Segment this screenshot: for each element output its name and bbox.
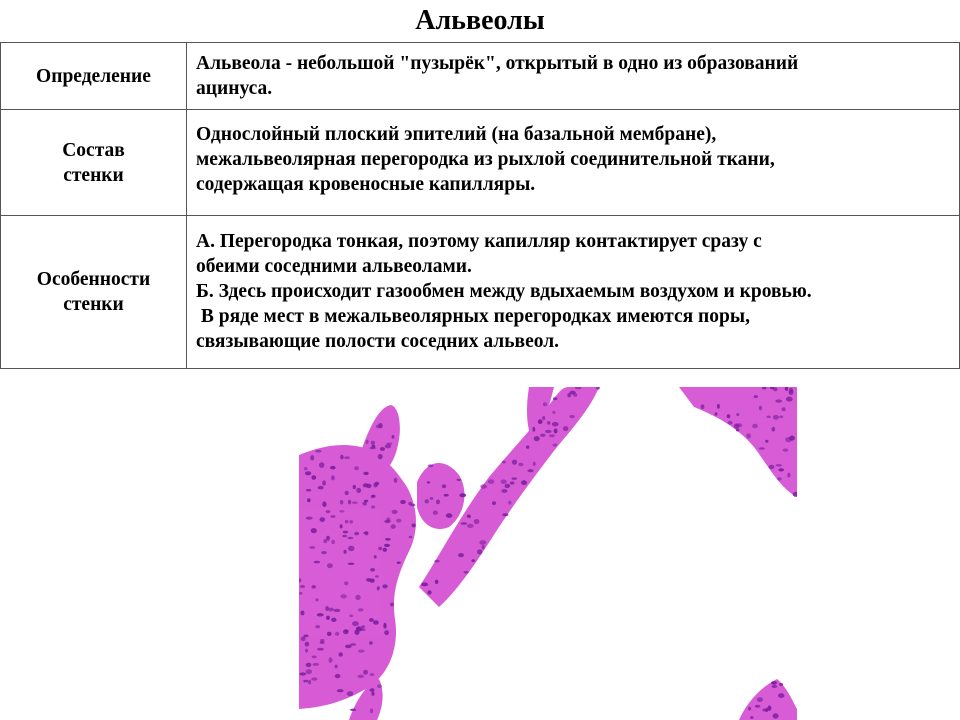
nucleus-dot xyxy=(543,402,547,406)
nucleus-dot xyxy=(305,471,311,475)
nucleus-dot xyxy=(378,454,383,459)
nucleus-dot xyxy=(501,479,507,484)
nucleus-dot xyxy=(330,466,336,470)
nucleus-dot xyxy=(767,416,771,419)
content-line: Б. Здесь происходит газообмен между вдыхаемым воздухом и кровью. xyxy=(196,281,812,302)
nucleus-dot xyxy=(775,399,782,402)
nucleus-dot xyxy=(471,559,475,562)
nucleus-dot xyxy=(352,501,358,504)
nucleus-dot xyxy=(779,683,783,686)
nucleus-dot xyxy=(343,629,349,634)
nucleus-dot xyxy=(782,407,786,411)
nucleus-dot xyxy=(306,669,313,674)
nucleus-dot xyxy=(552,411,555,414)
nucleus-dot xyxy=(534,436,540,441)
nucleus-dot xyxy=(319,462,324,468)
nucleus-dot xyxy=(552,443,557,446)
label-line: Состав xyxy=(62,139,125,161)
nucleus-dot xyxy=(317,613,324,616)
nucleus-dot xyxy=(772,685,778,688)
nucleus-dot xyxy=(501,489,507,493)
nucleus-dot xyxy=(391,524,396,529)
nucleus-dot xyxy=(505,484,511,488)
nucleus-dot xyxy=(343,531,348,534)
nucleus-dot xyxy=(428,464,434,467)
nucleus-dot xyxy=(783,449,789,452)
nucleus-dot xyxy=(304,467,307,470)
nucleus-dot xyxy=(363,670,368,675)
nucleus-dot xyxy=(370,447,376,450)
nucleus-dot xyxy=(363,483,369,487)
nucleus-dot xyxy=(521,480,527,485)
nucleus-dot xyxy=(442,484,446,488)
nucleus-dot xyxy=(435,580,439,585)
nucleus-dot xyxy=(314,561,320,564)
nucleus-dot xyxy=(762,709,767,712)
nucleus-dot xyxy=(502,513,508,516)
nucleus-dot xyxy=(372,495,376,498)
nucleus-dot xyxy=(384,520,390,524)
nucleus-dot xyxy=(701,404,705,409)
nucleus-dot xyxy=(306,517,313,520)
content-line: обеими соседними альвеолами. xyxy=(196,256,472,277)
nucleus-dot xyxy=(508,501,511,505)
nucleus-dot xyxy=(765,440,768,443)
nucleus-dot xyxy=(715,412,718,415)
nucleus-dot xyxy=(335,632,339,636)
nucleus-dot xyxy=(392,435,395,439)
row-label-wall-features xyxy=(1,216,187,369)
content-line: содержащая кровеносные капилляры. xyxy=(196,174,536,195)
nucleus-dot xyxy=(759,406,762,411)
nucleus-dot xyxy=(358,608,364,611)
nucleus-dot xyxy=(328,608,334,612)
nucleus-dot xyxy=(326,616,330,620)
nucleus-dot xyxy=(392,510,398,514)
nucleus-dot xyxy=(358,650,365,653)
nucleus-dot xyxy=(553,397,558,400)
nucleus-dot xyxy=(394,478,398,483)
nucleus-dot xyxy=(315,598,318,601)
nucleus-dot xyxy=(436,500,440,505)
nucleus-dot xyxy=(446,513,453,518)
nucleus-dot xyxy=(329,657,333,662)
table-row-wall-features xyxy=(1,216,960,369)
nucleus-dot xyxy=(467,524,474,528)
nucleus-dot xyxy=(348,563,355,565)
nucleus-dot xyxy=(526,445,529,448)
nucleus-dot xyxy=(356,488,361,493)
nucleus-dot xyxy=(304,635,309,638)
nucleus-dot xyxy=(511,477,517,479)
nucleus-dot xyxy=(320,639,324,641)
nucleus-dot xyxy=(310,455,314,460)
nucleus-dot xyxy=(427,590,431,594)
nucleus-dot xyxy=(461,522,468,525)
nucleus-dot xyxy=(362,502,367,506)
nucleus-dot xyxy=(384,544,390,547)
nucleus-dot xyxy=(340,524,343,528)
nucleus-dot xyxy=(736,413,739,416)
nucleus-dot xyxy=(326,510,331,513)
table-row-wall-composition xyxy=(1,110,960,216)
nucleus-dot xyxy=(482,545,485,549)
nucleus-dot xyxy=(397,562,401,564)
nucleus-dot xyxy=(339,652,343,656)
nucleus-dot xyxy=(538,419,543,424)
nucleus-dot xyxy=(331,475,335,480)
nucleus-dot xyxy=(340,500,344,505)
nucleus-dot xyxy=(421,583,428,587)
nucleus-dot xyxy=(315,450,321,453)
nucleus-dot xyxy=(779,416,783,419)
nucleus-dot xyxy=(366,440,369,444)
nucleus-dot xyxy=(354,532,359,536)
nucleus-dot xyxy=(545,430,552,433)
nucleus-dot xyxy=(371,441,375,445)
nucleus-dot xyxy=(352,621,359,626)
nucleus-dot xyxy=(752,424,758,429)
nucleus-dot xyxy=(759,447,765,449)
nucleus-dot xyxy=(727,414,731,418)
nucleus-dot xyxy=(518,463,523,466)
nucleus-dot xyxy=(342,535,347,538)
nucleus-dot xyxy=(512,460,517,465)
nucleus-dot xyxy=(349,520,353,524)
nucleus-dot xyxy=(488,479,494,484)
nucleus-dot xyxy=(409,536,412,539)
nucleus-dot xyxy=(344,456,350,459)
nucleus-dot xyxy=(736,423,742,427)
nucleus-dot xyxy=(778,693,784,698)
nucleus-dot xyxy=(383,548,388,552)
nucleus-dot xyxy=(375,482,379,486)
nucleus-dot xyxy=(773,713,779,718)
nucleus-dot xyxy=(312,663,319,666)
nucleus-dot xyxy=(375,575,379,578)
nucleus-dot xyxy=(527,469,533,472)
label-line: стенки xyxy=(63,164,124,186)
nucleus-dot xyxy=(433,511,438,515)
nucleus-dot xyxy=(299,592,302,595)
nucleus-dot xyxy=(382,584,387,588)
nucleus-dot xyxy=(364,500,368,502)
label-line: Определение xyxy=(36,65,151,87)
nucleus-dot xyxy=(311,585,316,589)
nucleus-dot xyxy=(337,689,344,692)
nucleus-dot xyxy=(347,691,353,696)
nucleus-dot xyxy=(390,603,394,607)
nucleus-dot xyxy=(322,501,326,507)
nucleus-dot xyxy=(554,429,558,434)
nucleus-dot xyxy=(776,464,783,467)
nucleus-dot xyxy=(410,504,416,507)
table-row-definition xyxy=(1,43,960,110)
nucleus-dot xyxy=(333,609,340,612)
nucleus-dot xyxy=(350,643,356,646)
nucleus-dot xyxy=(303,680,308,683)
nucleus-dot xyxy=(348,546,355,552)
nucleus-dot xyxy=(383,624,386,629)
nucleus-dot xyxy=(552,422,559,427)
nucleus-dot xyxy=(773,415,779,420)
nucleus-dot xyxy=(309,546,315,549)
nucleus-dot xyxy=(425,499,430,503)
nucleus-dot xyxy=(335,665,338,669)
nucleus-dot xyxy=(344,581,348,585)
nucleus-dot xyxy=(377,684,382,688)
nucleus-dot xyxy=(306,663,312,667)
nucleus-dot xyxy=(370,708,373,713)
nucleus-dot xyxy=(769,465,775,469)
nucleus-dot xyxy=(348,500,351,505)
nucleus-dot xyxy=(464,571,469,574)
nucleus-dot xyxy=(771,681,777,685)
nucleus-dot xyxy=(318,486,324,490)
nucleus-dot xyxy=(477,549,482,554)
row-label-wall-composition xyxy=(1,110,187,216)
nucleus-dot xyxy=(400,500,406,504)
row-content-wall-features xyxy=(187,216,960,369)
histology-image xyxy=(299,387,797,720)
nucleus-dot xyxy=(456,479,461,481)
nucleus-dot xyxy=(327,632,332,636)
content-line: А. Перегородка тонкая, поэтому капилляр контактирует сразу с xyxy=(196,231,762,252)
nucleus-dot xyxy=(306,489,311,492)
nucleus-dot xyxy=(321,551,327,554)
nucleus-dot xyxy=(396,519,401,523)
nucleus-dot xyxy=(492,501,496,505)
nucleus-dot xyxy=(330,515,335,518)
nucleus-dot xyxy=(412,523,416,527)
nucleus-dot xyxy=(754,395,758,398)
nucleus-dot xyxy=(787,473,790,478)
nucleus-dot xyxy=(532,427,535,432)
nucleus-dot xyxy=(378,423,383,428)
nucleus-dot xyxy=(547,421,550,425)
nucleus-dot xyxy=(374,555,377,558)
label-line: стенки xyxy=(63,294,124,315)
nucleus-dot xyxy=(299,672,306,675)
nucleus-dot xyxy=(728,421,733,425)
nucleus-dot xyxy=(785,437,792,442)
nucleus-dot xyxy=(355,595,360,600)
nucleus-dot xyxy=(327,563,333,568)
nucleus-dot xyxy=(335,674,341,678)
nucleus-dot xyxy=(385,538,391,541)
nucleus-dot xyxy=(340,455,344,460)
nucleus-dot xyxy=(358,675,364,678)
nucleus-dot xyxy=(502,461,506,464)
nucleus-dot xyxy=(750,716,754,718)
content-line: Альвеола - небольшой "пузырёк", открытый в одно из образований xyxy=(196,53,799,74)
nucleus-dot xyxy=(344,550,347,554)
nucleus-dot xyxy=(778,468,784,471)
label-line: Особенности xyxy=(36,269,151,290)
row-content-wall-composition xyxy=(187,110,960,216)
content-line: В ряде мест в межальвеолярных перегородках имеются поры, xyxy=(196,306,750,327)
nucleus-dot xyxy=(772,427,776,432)
row-content-definition xyxy=(187,43,960,110)
content-line: Однослойный плоский эпителий (на базальной мембране), xyxy=(196,124,717,145)
nucleus-dot xyxy=(340,594,346,598)
nucleus-dot xyxy=(371,688,375,693)
nucleus-dot xyxy=(384,630,389,635)
nucleus-dot xyxy=(373,620,379,625)
nucleus-dot xyxy=(378,547,382,551)
nucleus-dot xyxy=(777,477,781,480)
nucleus-dot xyxy=(317,648,324,651)
nucleus-dot xyxy=(755,705,761,708)
nucleus-dot xyxy=(345,491,349,495)
nucleus-dot xyxy=(510,481,515,484)
nucleus-dot xyxy=(308,680,311,685)
content-line: ацинуса. xyxy=(196,78,273,99)
nucleus-dot xyxy=(458,553,464,557)
nucleus-dot xyxy=(322,480,326,485)
nucleus-dot xyxy=(563,426,568,431)
nucleus-dot xyxy=(311,475,316,480)
nucleus-dot xyxy=(540,434,546,437)
nucleus-dot xyxy=(301,611,305,616)
nucleus-dot xyxy=(315,625,320,628)
nucleus-dot xyxy=(347,537,353,540)
nucleus-dot xyxy=(331,540,335,544)
nucleus-dot xyxy=(320,517,326,522)
nucleus-dot xyxy=(305,649,308,653)
nucleus-dot xyxy=(326,536,330,541)
row-label-definition xyxy=(1,43,187,110)
nucleus-dot xyxy=(370,568,375,572)
slide-title: Альвеолы xyxy=(415,5,545,36)
nucleus-dot xyxy=(736,429,739,432)
nucleus-dot xyxy=(312,656,317,659)
nucleus-dot xyxy=(748,707,751,711)
nucleus-dot xyxy=(366,578,371,582)
tissue-septa xyxy=(299,387,797,720)
nucleus-dot xyxy=(533,462,536,466)
alveoli-micrograph xyxy=(299,387,797,720)
info-table xyxy=(0,42,960,369)
nucleus-dot xyxy=(331,618,336,622)
nucleus-dot xyxy=(569,415,575,418)
nucleus-dot xyxy=(757,697,763,702)
nucleus-dot xyxy=(353,485,356,489)
nucleus-dot xyxy=(430,497,434,500)
nucleus-dot xyxy=(349,615,353,618)
nucleus-dot xyxy=(474,519,480,524)
nucleus-dot xyxy=(427,481,431,483)
nucleus-dot xyxy=(307,498,311,502)
content-line: межальвеолярная перегородка из рыхлой соединительной ткани, xyxy=(196,149,775,170)
nucleus-dot xyxy=(385,444,391,448)
content-line: связывающие полости соседних альвеол. xyxy=(196,331,560,352)
nucleus-dot xyxy=(434,560,439,563)
nucleus-dot xyxy=(467,515,471,518)
nucleus-dot xyxy=(356,627,360,631)
nucleus-dot xyxy=(789,388,793,393)
nucleus-dot xyxy=(365,531,369,535)
nucleus-dot xyxy=(311,528,317,533)
nucleus-dot xyxy=(363,472,368,475)
nucleus-dot xyxy=(305,642,310,647)
nucleus-dot xyxy=(380,447,385,451)
nucleus-dot xyxy=(786,397,793,402)
nucleus-dot xyxy=(542,416,545,420)
nucleus-dot xyxy=(717,404,720,409)
nucleus-dot xyxy=(345,520,349,524)
nucleus-dot xyxy=(354,466,359,470)
nucleus-dot xyxy=(300,585,305,588)
nucleus-dot xyxy=(549,434,555,437)
nucleus-dot xyxy=(325,606,329,611)
nucleus-dot xyxy=(350,709,356,711)
nucleus-dot xyxy=(361,625,365,628)
nucleus-dot xyxy=(480,484,487,488)
nucleus-dot xyxy=(369,618,374,622)
nucleus-dot xyxy=(311,677,317,680)
nucleus-dot xyxy=(459,493,466,497)
nucleus-dot xyxy=(767,705,771,710)
nucleus-dot xyxy=(370,673,375,676)
nucleus-dot xyxy=(371,505,375,508)
nucleus-dot xyxy=(746,433,751,438)
nucleus-dot xyxy=(479,540,486,545)
nucleus-dot xyxy=(377,586,380,590)
nucleus-dot xyxy=(567,393,571,397)
nucleus-dot xyxy=(444,494,449,497)
nucleus-dot xyxy=(369,641,373,644)
nucleus-dot xyxy=(339,510,344,512)
